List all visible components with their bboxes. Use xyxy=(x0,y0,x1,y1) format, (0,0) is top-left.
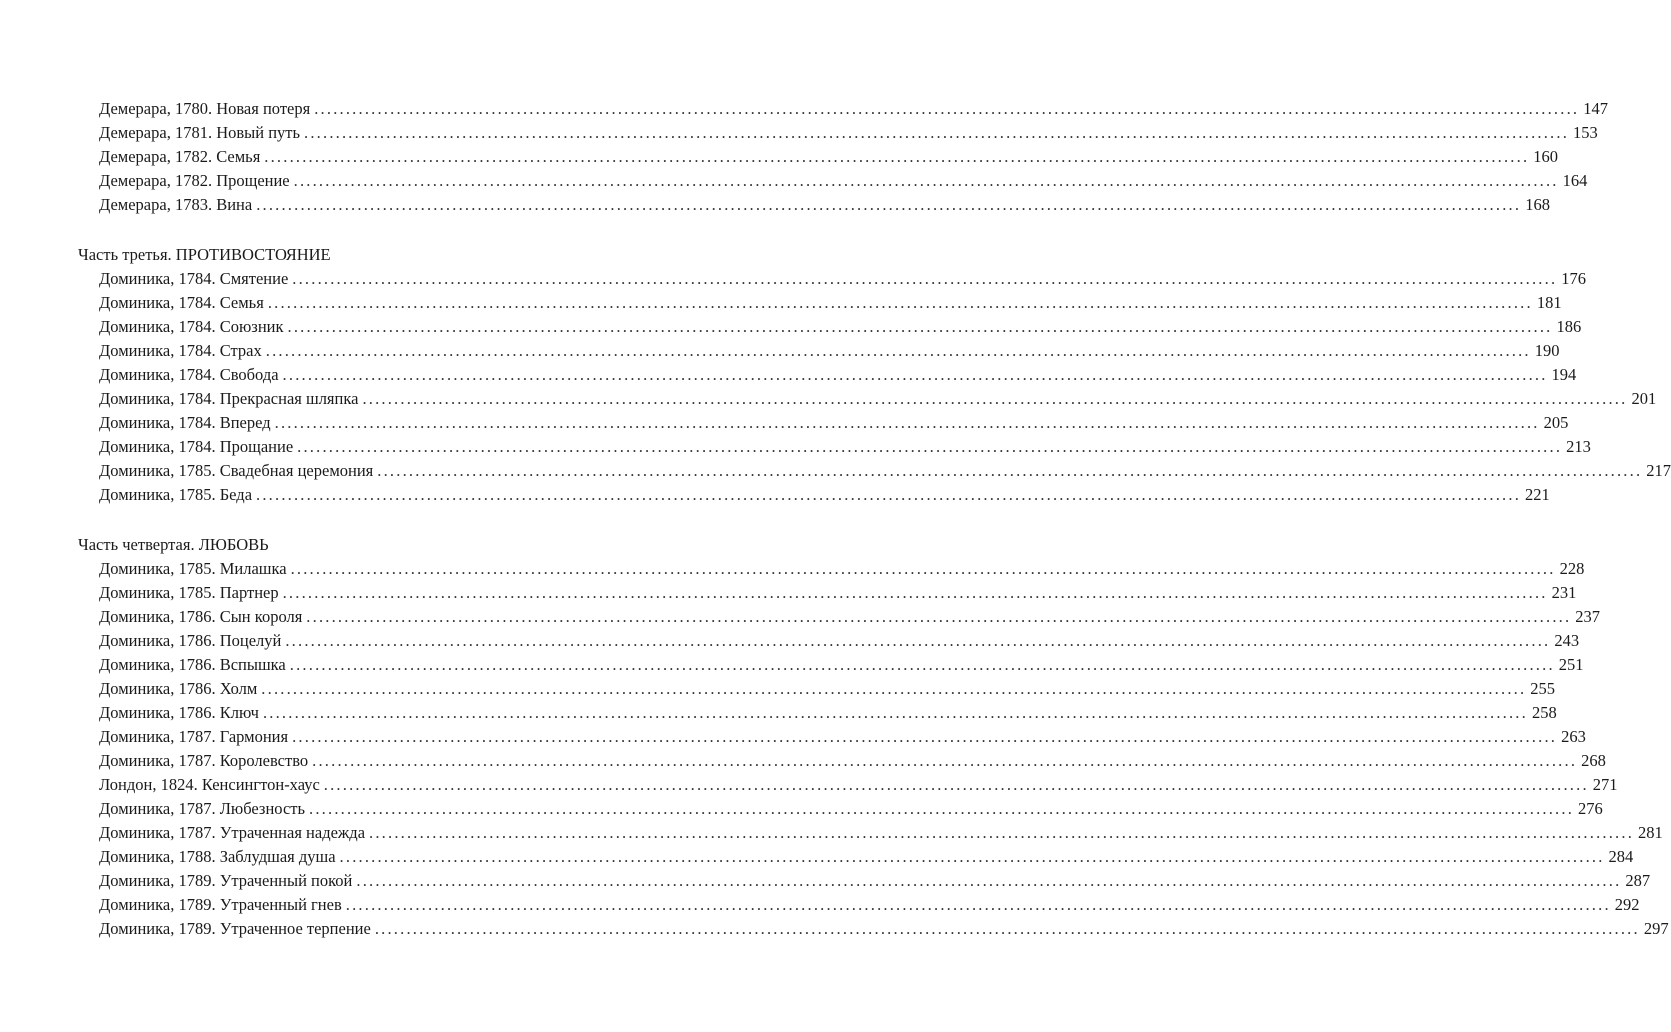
entry-page-number: 255 xyxy=(1530,679,1556,698)
dot-leader: ........................................................................................................................................................................................................ xyxy=(264,147,1530,166)
entry-title: Демерара, 1782. Семья xyxy=(99,147,261,166)
entry-page-number: 217 xyxy=(1646,461,1671,480)
entry-title: Доминика, 1784. Вперед xyxy=(99,413,271,432)
entry-title: Доминика, 1785. Милашка xyxy=(99,559,287,578)
entry-title: Демерара, 1782. Прощение xyxy=(99,171,290,190)
entry-title: Доминика, 1787. Гармония xyxy=(99,727,289,746)
entry-title: Доминика, 1789. Утраченное терпение xyxy=(99,919,371,938)
dot-leader: ........................................................................................................................................................................................................ xyxy=(345,895,1611,914)
toc-entry xyxy=(99,145,1559,169)
toc-entry xyxy=(99,169,1588,193)
entry-page-number: 164 xyxy=(1562,171,1588,190)
entry-title: Лондон, 1824. Кенсингтон-хаус xyxy=(99,775,320,794)
entry-title: Демерара, 1783. Вина xyxy=(99,195,253,214)
entry-title: Доминика, 1787. Королевство xyxy=(99,751,309,770)
toc-entry xyxy=(99,387,1657,411)
toc-entry xyxy=(99,267,1587,291)
entry-page-number: 297 xyxy=(1643,919,1669,938)
dot-leader: ........................................................................................................................................................................................................ xyxy=(374,919,1640,938)
toc-entry xyxy=(99,917,1669,941)
toc-entry xyxy=(99,893,1640,917)
entry-page-number: 201 xyxy=(1631,389,1657,408)
dot-leader: ........................................................................................................................................................................................................ xyxy=(282,583,1548,602)
entry-page-number: 237 xyxy=(1575,607,1601,626)
entry-title: Доминика, 1786. Холм xyxy=(99,679,258,698)
dot-leader: ........................................................................................................................................................................................................ xyxy=(306,607,1572,626)
entry-title: Доминика, 1786. Сын короля xyxy=(99,607,303,626)
entry-page-number: 190 xyxy=(1534,341,1560,360)
dot-leader: ........................................................................................................................................................................................................ xyxy=(304,123,1570,142)
toc-entry xyxy=(99,363,1577,387)
toc-entry xyxy=(99,605,1601,629)
dot-leader: ........................................................................................................................................................................................................ xyxy=(282,365,1548,384)
dot-leader: ........................................................................................................................................................................................................ xyxy=(369,823,1635,842)
toc-entry xyxy=(99,749,1606,773)
entry-title: Доминика, 1784. Союзник xyxy=(99,317,284,336)
dot-leader: ........................................................................................................................................................................................................ xyxy=(289,655,1555,674)
dot-leader: ........................................................................................................................................................................................................ xyxy=(323,775,1589,794)
entry-page-number: 276 xyxy=(1578,799,1603,818)
entry-title: Демерара, 1781. Новый путь xyxy=(99,123,301,142)
entry-page-number: 228 xyxy=(1559,559,1585,578)
toc-entry xyxy=(99,435,1591,459)
entry-title: Доминика, 1787. Любезность xyxy=(99,799,306,818)
toc-entry xyxy=(99,773,1618,797)
toc-entry xyxy=(99,291,1562,315)
toc-entry xyxy=(99,411,1569,435)
entry-page-number: 221 xyxy=(1525,485,1550,504)
entry-page-number: 153 xyxy=(1573,123,1598,142)
toc-entry xyxy=(99,797,1603,821)
dot-leader: ........................................................................................................................................................................................................ xyxy=(297,437,1563,456)
toc-entry xyxy=(99,869,1651,893)
entry-title: Доминика, 1784. Прощание xyxy=(99,437,294,456)
dot-leader: ........................................................................................................................................................................................................ xyxy=(256,195,1522,214)
dot-leader: ........................................................................................................................................................................................................ xyxy=(292,269,1558,288)
entry-title: Доминика, 1786. Вспышка xyxy=(99,655,286,674)
dot-leader: ........................................................................................................................................................................................................ xyxy=(285,631,1551,650)
entry-title: Доминика, 1784. Смятение xyxy=(99,269,289,288)
entry-title: Доминика, 1789. Утраченный покой xyxy=(99,871,353,890)
dot-leader: ........................................................................................................................................................................................................ xyxy=(293,171,1559,190)
entry-title: Доминика, 1786. Поцелуй xyxy=(99,631,282,650)
toc-entry xyxy=(99,629,1580,653)
toc-entry xyxy=(99,581,1577,605)
toc-entry xyxy=(99,557,1585,581)
dot-leader: ........................................................................................................................................................................................................ xyxy=(267,293,1533,312)
toc-entry xyxy=(99,845,1634,869)
dot-leader: ........................................................................................................................................................................................................ xyxy=(290,559,1556,578)
entry-page-number: 268 xyxy=(1581,751,1606,770)
entry-title: Демерара, 1780. Новая потеря xyxy=(99,99,311,118)
entry-page-number: 258 xyxy=(1531,703,1557,722)
toc-entry xyxy=(99,483,1550,507)
dot-leader: ........................................................................................................................................................................................................ xyxy=(292,727,1558,746)
entry-page-number: 186 xyxy=(1556,317,1582,336)
entry-title: Доминика, 1784. Прекрасная шляпка xyxy=(99,389,359,408)
entry-page-number: 176 xyxy=(1561,269,1587,288)
dot-leader: ........................................................................................................................................................................................................ xyxy=(356,871,1622,890)
entry-page-number: 271 xyxy=(1592,775,1618,794)
dot-leader: ........................................................................................................................................................................................................ xyxy=(274,413,1540,432)
dot-leader: ........................................................................................................................................................................................................ xyxy=(309,799,1575,818)
entry-page-number: 251 xyxy=(1558,655,1584,674)
dot-leader: ........................................................................................................................................................................................................ xyxy=(262,703,1528,722)
entry-title: Доминика, 1787. Утраченная надежда xyxy=(99,823,366,842)
entry-title: Доминика, 1789. Утраченный гнев xyxy=(99,895,342,914)
toc-section xyxy=(78,97,1608,217)
toc-entry xyxy=(99,193,1550,217)
entry-page-number: 231 xyxy=(1551,583,1577,602)
dot-leader: ........................................................................................................................................................................................................ xyxy=(287,317,1553,336)
dot-leader: ........................................................................................................................................................................................................ xyxy=(362,389,1628,408)
toc-entry xyxy=(99,459,1671,483)
toc-entry xyxy=(99,339,1560,363)
dot-leader: ........................................................................................................................................................................................................ xyxy=(312,751,1578,770)
dot-leader: ........................................................................................................................................................................................................ xyxy=(256,485,1522,504)
entry-page-number: 181 xyxy=(1536,293,1562,312)
dot-leader: ........................................................................................................................................................................................................ xyxy=(377,461,1643,480)
entry-page-number: 168 xyxy=(1525,195,1550,214)
entry-page-number: 194 xyxy=(1551,365,1577,384)
entry-title: Доминика, 1785. Партнер xyxy=(99,583,279,602)
toc-entry xyxy=(99,97,1608,121)
toc-entry xyxy=(99,315,1582,339)
entry-title: Доминика, 1785. Беда xyxy=(99,485,253,504)
entry-title: Доминика, 1786. Ключ xyxy=(99,703,259,722)
entry-title: Доминика, 1785. Свадебная церемония xyxy=(99,461,374,480)
toc-entry xyxy=(99,121,1598,145)
entry-page-number: 160 xyxy=(1533,147,1559,166)
entry-page-number: 287 xyxy=(1625,871,1651,890)
dot-leader: ........................................................................................................................................................................................................ xyxy=(314,99,1580,118)
entry-page-number: 243 xyxy=(1554,631,1580,650)
entry-page-number: 263 xyxy=(1561,727,1586,746)
entry-page-number: 147 xyxy=(1583,99,1608,118)
section-title: Часть третья. ПРОТИВОСТОЯНИЕ xyxy=(78,245,331,264)
entry-title: Доминика, 1784. Семья xyxy=(99,293,264,312)
entry-title: Доминика, 1784. Страх xyxy=(99,341,262,360)
toc-section xyxy=(78,533,1669,941)
entry-page-number: 281 xyxy=(1638,823,1663,842)
table-of-contents xyxy=(78,97,1671,967)
entry-page-number: 213 xyxy=(1566,437,1591,456)
toc-entry xyxy=(99,677,1556,701)
toc-entry xyxy=(99,821,1663,845)
dot-leader: ........................................................................................................................................................................................................ xyxy=(261,679,1527,698)
toc-entry xyxy=(99,701,1557,725)
entry-page-number: 205 xyxy=(1543,413,1569,432)
entry-page-number: 292 xyxy=(1614,895,1640,914)
entry-page-number: 284 xyxy=(1608,847,1634,866)
toc-entry xyxy=(99,653,1584,677)
toc-entry xyxy=(99,725,1586,749)
dot-leader: ........................................................................................................................................................................................................ xyxy=(265,341,1531,360)
entry-title: Доминика, 1784. Свобода xyxy=(99,365,279,384)
section-title: Часть четвертая. ЛЮБОВЬ xyxy=(78,535,269,554)
dot-leader: ........................................................................................................................................................................................................ xyxy=(339,847,1605,866)
entry-title: Доминика, 1788. Заблудшая душа xyxy=(99,847,336,866)
toc-section xyxy=(78,243,1671,507)
